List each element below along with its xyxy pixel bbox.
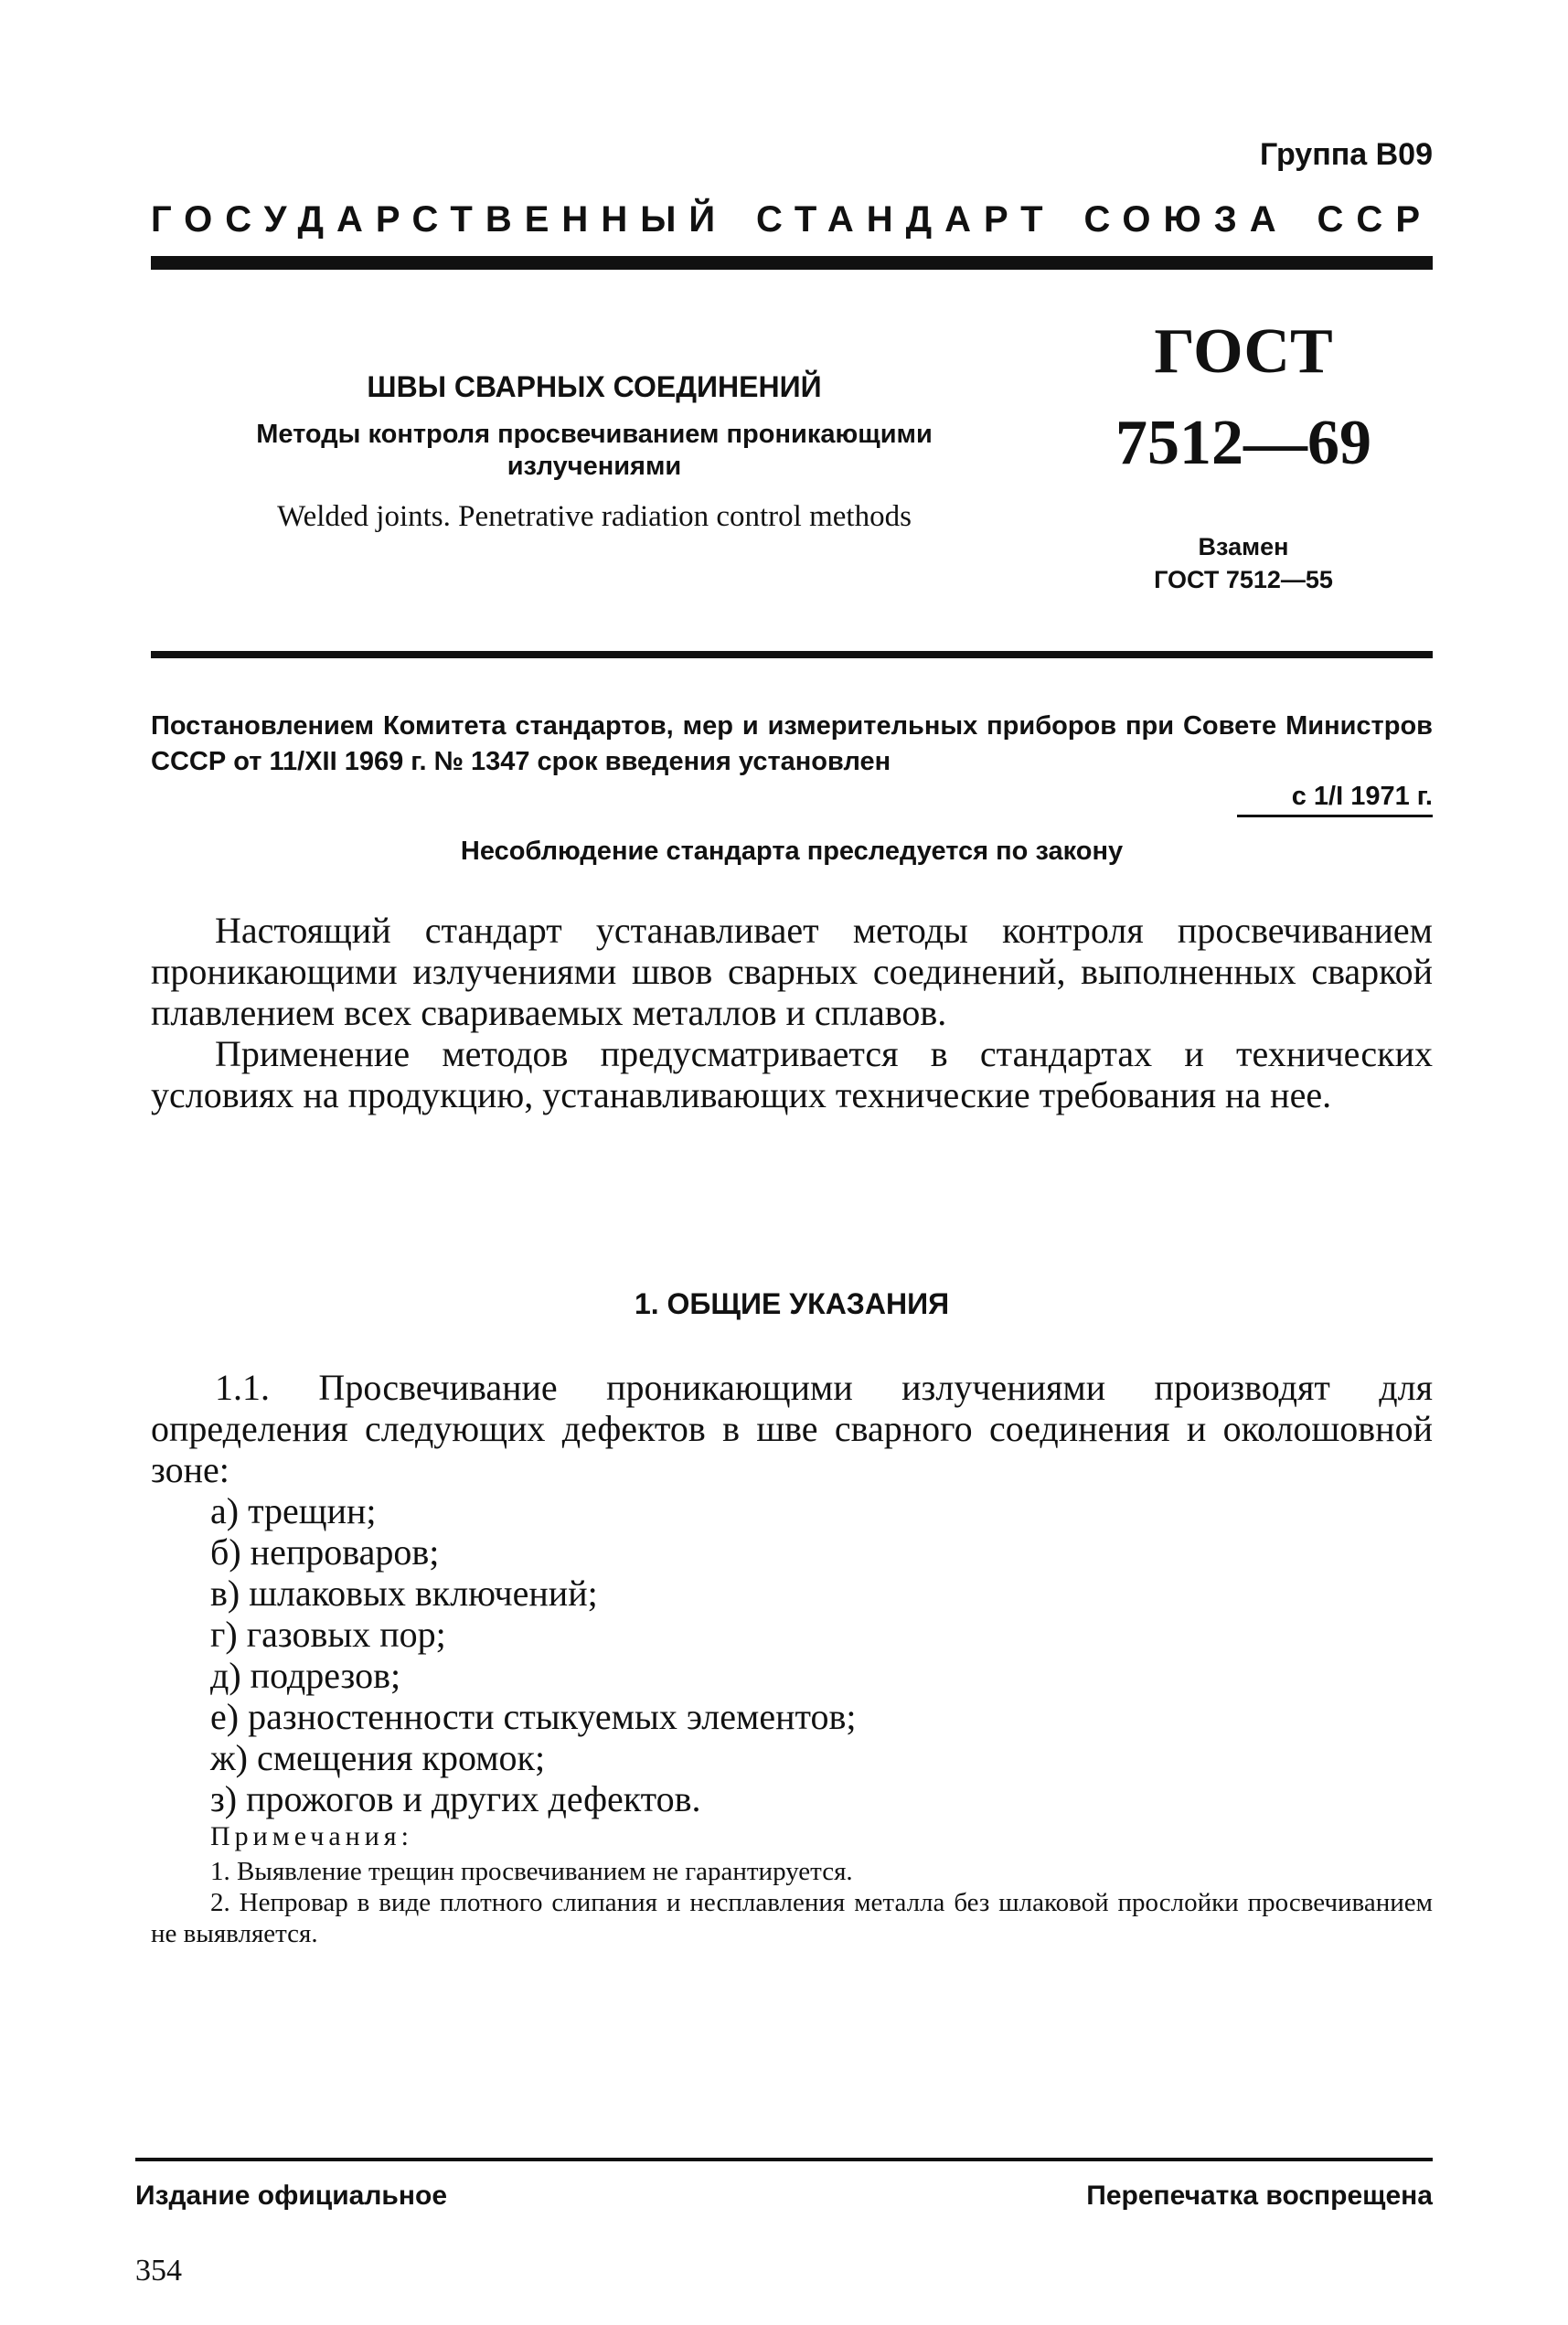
list-item: е) разностенности стыкуемых элементов;: [210, 1696, 857, 1737]
list-item: д) подрезов;: [210, 1655, 401, 1696]
list-item: б) непроваров;: [210, 1531, 440, 1573]
list-item: г) газовых пор;: [210, 1614, 446, 1655]
intro-paragraph: Настоящий стандарт устанавливает методы контроля просвечиванием проникающими излучениями швов сварных соединений, выполненных сваркой плавлением всех свариваемых металлов и сплавов.: [151, 910, 1433, 1033]
reprint-prohibited-label: Перепечатка воспрещена: [1086, 2181, 1433, 2211]
note-item: 1. Выявление трещин просвечиванием не гарантируется.: [210, 1857, 853, 1886]
title-block: [151, 370, 1038, 534]
english-title: Welded joints. Penetrative radiation control methods: [277, 499, 912, 533]
document-subtitle: [151, 419, 1038, 484]
page-number: 354: [135, 2254, 182, 2288]
decree-date-row: [151, 779, 1433, 817]
note-item: 2. Непровар в виде плотного слипания и несплавления металла без шлаковой прослойки просвечиванием не выявляется.: [151, 1888, 1433, 1948]
list-item: з) прожогов и других дефектов.: [210, 1778, 701, 1819]
law-notice: Несоблюдение стандарта преследуется по закону: [460, 837, 1124, 866]
subtitle-line: Методы контроля просвечиванием проникающими: [256, 420, 933, 449]
header-word: ГОСУДАРСТВЕННЫЙ: [151, 199, 729, 240]
header-word: СОЮЗА: [1083, 199, 1289, 240]
official-edition-label: Издание официальное: [135, 2181, 448, 2211]
intro-text: [151, 910, 1433, 1115]
list-item: ж) смещения кромок;: [210, 1737, 546, 1778]
decree-text: [151, 709, 1433, 817]
intro-paragraph: Применение методов предусматривается в стандартах и технических условиях на продукцию, устанавливающих технические требования на нее.: [151, 1033, 1433, 1115]
decree-body: Постановлением Комитета стандартов, мер и измерительных приборов при Совете Министров СССР от 11/XII 1969 г. № 1347 срок введения установлен: [151, 711, 1433, 776]
list-item: в) шлаковых включений;: [210, 1573, 598, 1614]
subtitle-line: излучениями: [507, 452, 682, 482]
replaces-label: Взамен: [1198, 533, 1289, 560]
notes-title: Примечания:: [210, 1821, 413, 1851]
footer-rule: [135, 2158, 1433, 2161]
replaces-block: [1079, 530, 1408, 597]
clause-paragraph: 1.1. Просвечивание проникающими излучениями производят для определения следующих дефектов в шве сварного соединения и околошовной зоне:: [151, 1367, 1433, 1490]
list-item: а) трещин;: [210, 1490, 377, 1531]
header-rule: [151, 256, 1433, 270]
section-title: 1. ОБЩИЕ УКАЗАНИЯ: [634, 1287, 950, 1320]
replaces-value: ГОСТ 7512—55: [1154, 566, 1333, 594]
document-title: ШВЫ СВАРНЫХ СОЕДИНЕНИЙ: [367, 370, 822, 403]
header-word: СТАНДАРТ: [756, 199, 1056, 240]
defects-list: [210, 1490, 856, 1819]
header-word: ССР: [1317, 199, 1433, 240]
effective-date: с 1/I 1971 г.: [1237, 779, 1433, 817]
clause-1-1: [151, 1367, 1433, 1490]
title-rule: [151, 651, 1433, 658]
notes: [151, 1856, 1433, 1949]
standard-word: ГОСТ: [1154, 316, 1333, 387]
group-label: Группа В09: [1259, 137, 1433, 172]
standard-number: 7512—69: [1115, 408, 1371, 478]
union-standard-header: [151, 199, 1433, 240]
